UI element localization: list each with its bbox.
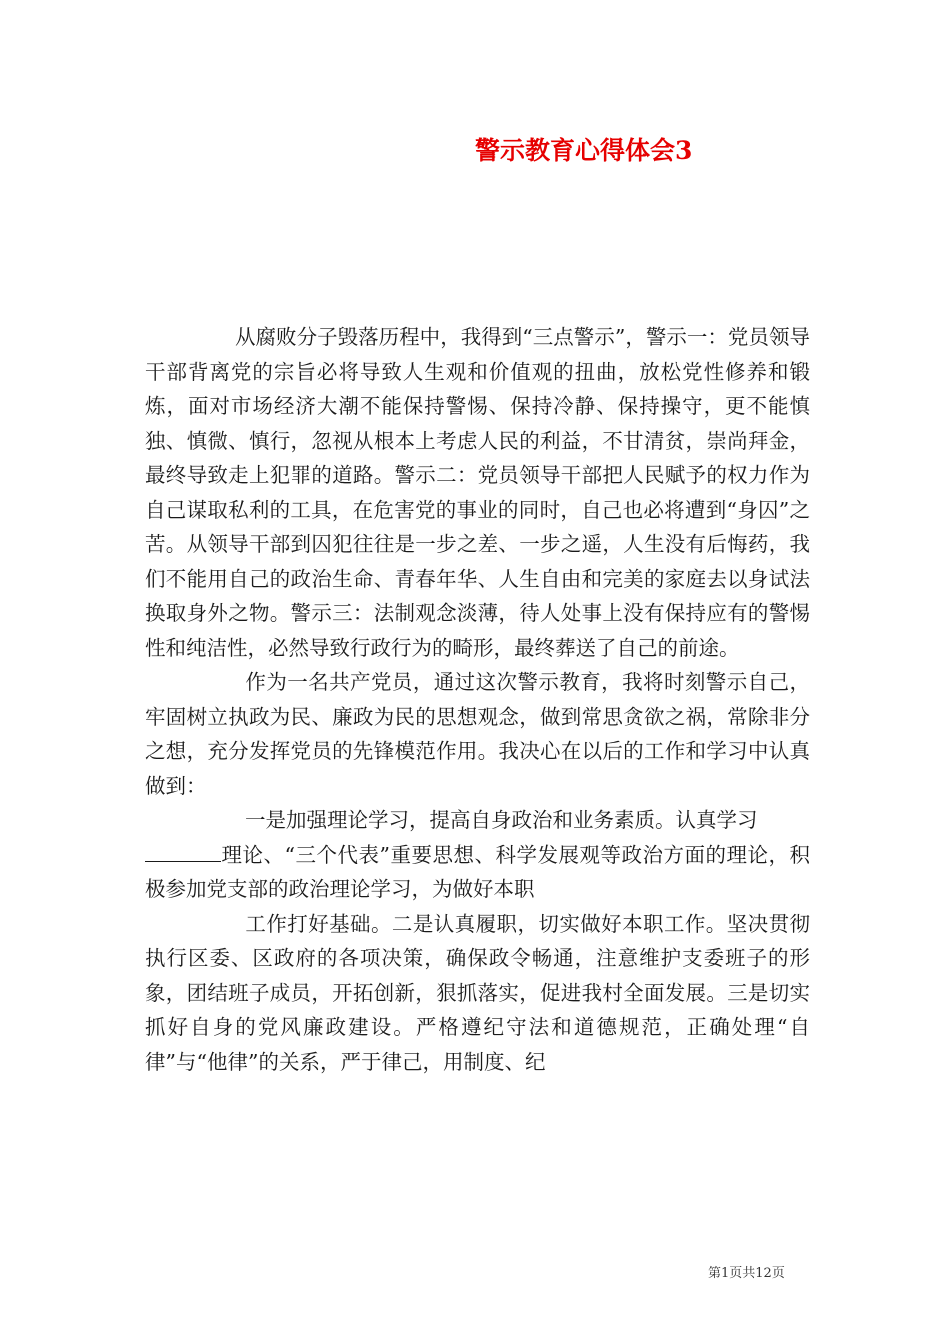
- fill-in-blank: [145, 841, 221, 862]
- paragraph-2: [145, 665, 810, 803]
- page-number: 第1页共12页: [708, 1266, 785, 1281]
- paragraph-3-text: 一是加强理论学习，提高自身政治和业务素质。认真学习: [245, 808, 758, 832]
- paragraph-4: [145, 907, 810, 1080]
- paragraph-1-text: 从腐败分子毁落历程中，我得到“三点警示”，警示一：党员领导干部背离党的宗旨必将导致人生观和价值观的扭曲，放松党性修养和锻炼，面对市场经济大潮不能保持警惕、保持冷静、保持操守，更不能慎独、慎微、慎行，忽视从根本上考虑人民的利益，不甘清贫，崇尚拜金，最终导致走上犯罪的道路。警示二：党员领导干部把人民赋予的权力作为自己谋取私利的工具，在危害党的事业的同时，自己也必将遭到“身囚”之苦。从领导干部到囚犯往往是一步之差、一步之遥，人生没有后悔药，我们不能用自己的政治生命、青春年华、人生自由和完美的家庭去以身试法换取身外之物。警示三：法制观念淡薄，待人处事上没有保持应有的警惕性和纯洁性，必然导致行政行为的畸形，最终葬送了自己的前途。: [145, 325, 810, 660]
- paragraph-1: [145, 320, 810, 665]
- paragraph-3: [145, 803, 810, 907]
- document-body: [145, 320, 810, 1079]
- paragraph-2-text: 作为一名共产党员，通过这次警示教育，我将时刻警示自己，牢固树立执政为民、廉政为民的思想观念，做到常思贪欲之祸，常除非分之想，充分发挥党员的先锋模范作用。我决心在以后的工作和学习中认真做到：: [145, 670, 810, 798]
- paragraph-4-text: 工作打好基础。二是认真履职，切实做好本职工作。坚决贯彻执行区委、区政府的各项决策，确保政令畅通，注意维护支委班子的形象，团结班子成员，开拓创新，狠抓落实，促进我村全面发展。三是切实抓好自身的党风廉政建设。严格遵纪守法和道德规范，正确处理“自律”与“他律”的关系，严于律己，用制度、纪: [145, 911, 810, 1074]
- document-title: 警示教育心得体会3: [475, 136, 693, 165]
- paragraph-3-continued-text: 理论、“三个代表”重要思想、科学发展观等政治方面的理论，积极参加党支部的政治理论学习，为做好本职: [145, 842, 810, 901]
